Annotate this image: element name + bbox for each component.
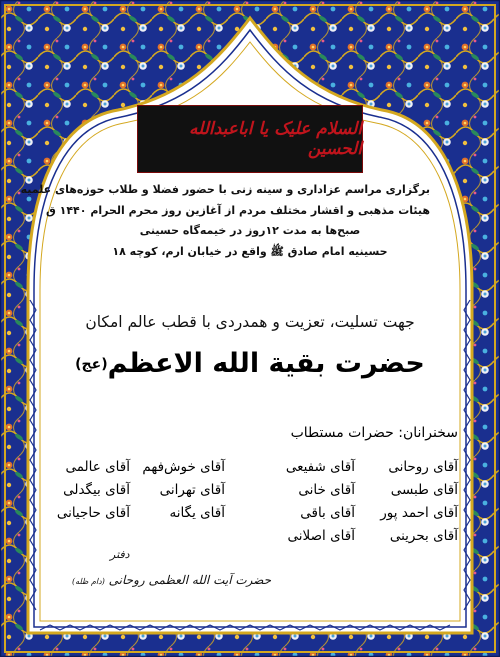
salutation-text: السلام علیک یا اباعبدالله الحسین [189,119,362,159]
office-signature [72,573,271,587]
speaker-name: آقای خوش‌فهم [142,459,225,475]
speakers-column-4 [57,456,130,525]
event-line-3: صبح‌ها به مدت ۱۲روز در خیمه‌گاه حسینی [139,224,361,237]
office-label: دفتر [110,548,130,561]
speaker-name: آقای اصلانی [287,528,355,544]
event-line-2: هیئات مذهبی و اقشار مختلف مردم از آغازین روز محرم الحرام ۱۴۴۰ ق [45,203,430,217]
event-line-1: برگزاری مراسم عزاداری و سینه زنی با حضور فضلا و طلاب حوزه‌های علمیه [20,183,430,196]
speaker-name: آقای حاجیانی [56,505,130,521]
main-title-text: حضرت بقیة الله الاعظم [107,348,425,379]
main-title-suffix: (عج) [75,356,108,373]
speaker-name: آقای طبسی [390,482,458,498]
speaker-name: آقای خانی [298,482,355,498]
office-name-text: حضرت آیت الله العظمی روحانی [108,573,272,587]
speakers-column-1 [380,456,458,548]
speaker-name: آقای شفیعی [285,459,355,475]
speakers-column-2 [286,456,355,548]
speaker-name: آقای باقی [300,505,355,521]
speaker-name: آقای عالمی [65,459,130,475]
office-name-suffix: (دام ظله) [72,577,105,586]
speaker-name: آقای بحرینی [389,528,458,544]
speaker-name: آقای یگانه [169,505,225,521]
speakers-heading: سخنرانان: حضرات مستطاب [290,425,458,441]
speaker-name: آقای تهرانی [159,482,225,498]
speaker-name: آقای احمد پور [380,505,458,521]
event-description [20,180,430,262]
event-line-4: حسینیه امام صادق ﷺ واقع در خیابان ارم، کوچه ۱۸ [112,244,388,258]
speaker-name: آقای بیگدلی [63,482,130,498]
main-title [50,348,450,379]
condolence-line: جهت تسلیت، تعزیت و همدردی با قطب عالم امکان [85,313,415,331]
speakers-column-3 [142,456,225,525]
salutation-banner [137,105,363,173]
speaker-name: آقای روحانی [388,459,458,475]
